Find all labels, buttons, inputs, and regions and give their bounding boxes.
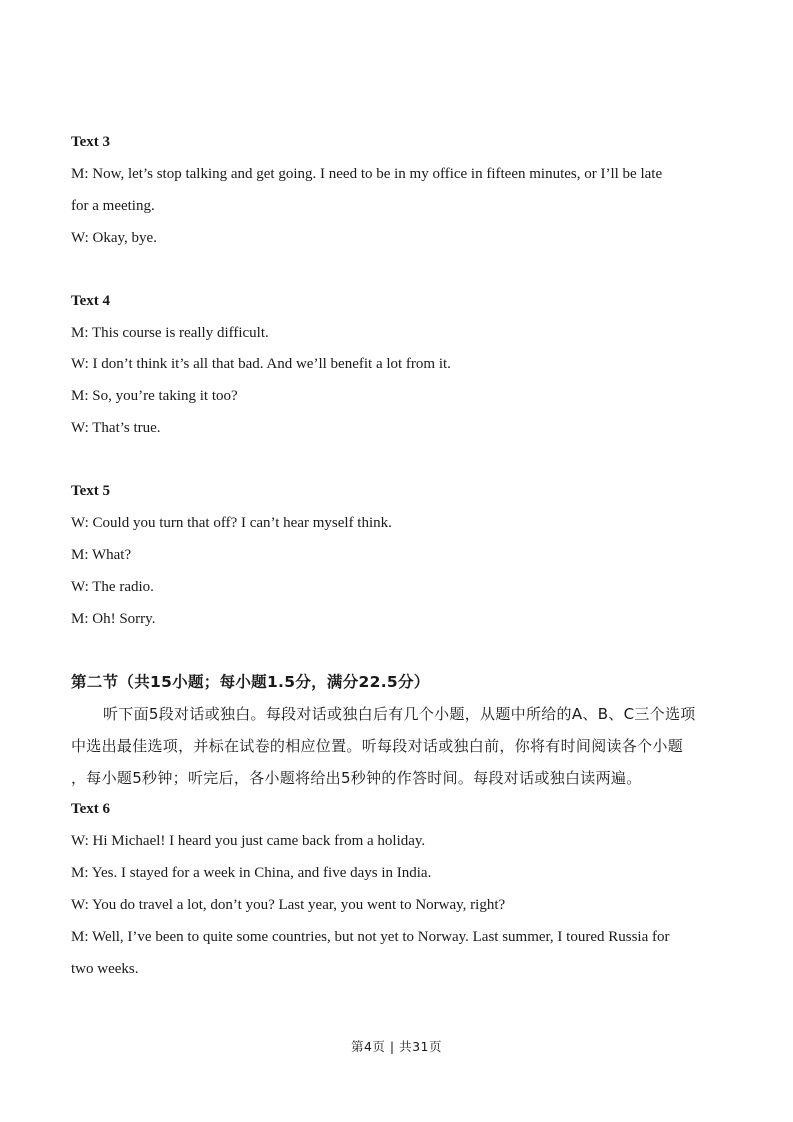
text4-line-1: M: This course is really difficult.: [71, 325, 269, 341]
text3-line-1: M: Now, let’s stop talking and get going. I need to be in my office in fifteen minutes, or I’ll be late: [71, 166, 663, 182]
text3-line-3: W: Okay, bye.: [71, 230, 157, 246]
text6-line-1: W: Hi Michael! I heard you just came back from a holiday.: [71, 833, 426, 849]
page-number-footer: 第4页 | 共31页: [350, 1039, 443, 1054]
text4-line-3: M: So, you’re taking it too?: [71, 388, 238, 404]
text6-title: Text 6: [71, 801, 111, 817]
text4-title: Text 4: [71, 293, 111, 309]
section2-instruction-2: 中选出最佳选项，并标在试卷的相应位置。听每段对话或独白前，你将有时间阅读各个小题: [71, 737, 684, 755]
text4-line-4: W: That’s true.: [71, 420, 161, 436]
section2-instruction-3: ，每小题5秒钟；听完后，各小题将给出5秒钟的作答时间。每段对话或独白读两遍。: [71, 769, 642, 787]
text6-line-5: two weeks.: [71, 961, 139, 977]
text5-line-1: W: Could you turn that off? I can’t hear myself think.: [71, 515, 392, 531]
section2-instruction-1: 听下面5段对话或独白。每段对话或独白后有几个小题，从题中所给的A、B、C三个选项: [103, 705, 696, 723]
text5-title: Text 5: [71, 483, 111, 499]
section2-heading: 第二节（共15小题；每小题1.5分，满分22.5分）: [71, 673, 430, 691]
text6-line-2: M: Yes. I stayed for a week in China, and five days in India.: [71, 865, 432, 881]
text3-title: Text 3: [71, 134, 111, 150]
text5-line-2: M: What?: [71, 547, 132, 563]
text6-line-3: W: You do travel a lot, don’t you? Last year, you went to Norway, right?: [71, 897, 506, 913]
text4-line-2: W: I don’t think it’s all that bad. And we’ll benefit a lot from it.: [71, 356, 451, 372]
text6-line-4: M: Well, I’ve been to quite some countries, but not yet to Norway. Last summer, I toured Russia for: [71, 929, 670, 945]
text3-line-2: for a meeting.: [71, 198, 155, 214]
text5-line-4: M: Oh! Sorry.: [71, 611, 156, 627]
text5-line-3: W: The radio.: [71, 579, 154, 595]
